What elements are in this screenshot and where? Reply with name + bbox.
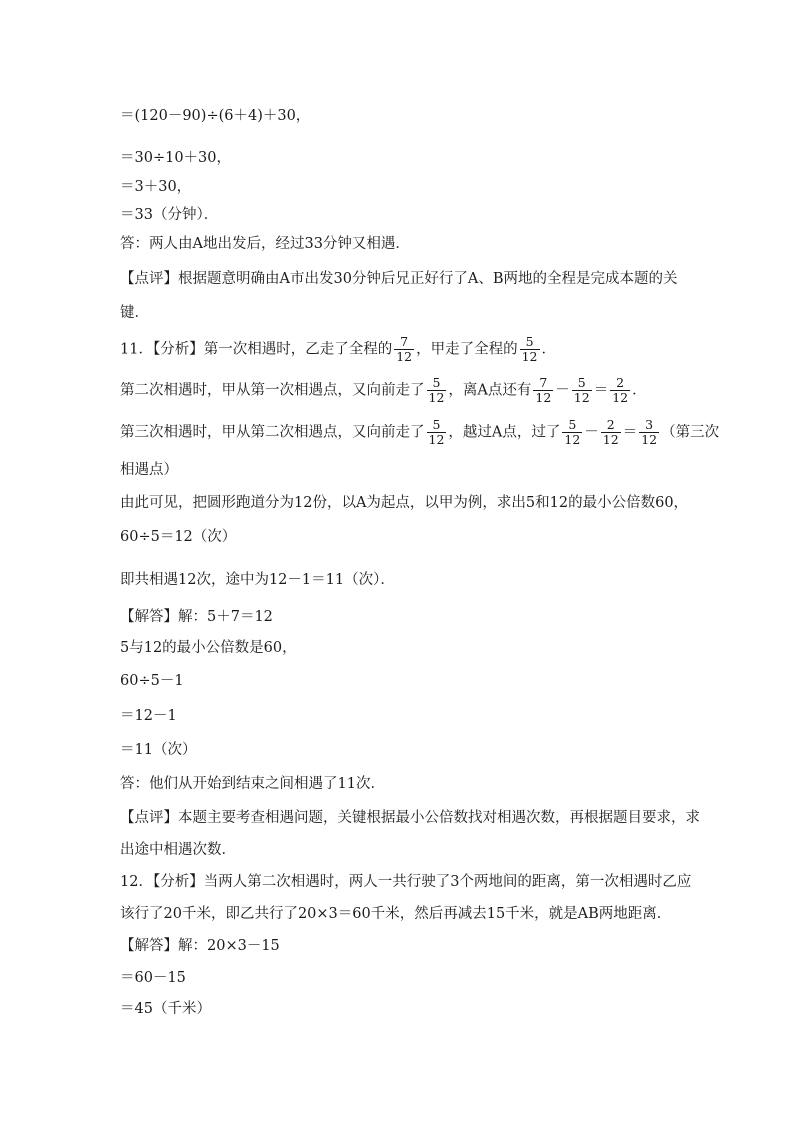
solution-11-line-3: 60÷5－1 [120, 673, 184, 689]
analysis-11-line-3: 第三次相遇时，甲从第二次相遇点，又向前走了 $\frac{5}{12}$ ，越过A点，过了 $\frac{5}{12}$ － $\frac{2}{12}$ ＝ $\frac{3}{12}$ （第三次 [120, 417, 720, 447]
calc-line-2: ＝30÷10＋30， [120, 150, 232, 166]
calc-line-4: ＝33（分钟）． [120, 207, 219, 223]
solution-12-line-2: ＝60－15 [120, 970, 186, 986]
comment-11-line-2: 出途中相遇次数． [120, 842, 236, 858]
solution-11-line-1: 【解答】解：5＋7＝12 [120, 609, 273, 625]
solution-12-line-3: ＝45（千米） [120, 1001, 211, 1017]
analysis-11-text-a: 11．【分析】第一次相遇时，乙走了全程的 [120, 341, 393, 358]
comment-11-line-1: 【点评】本题主要考查相遇问题，关键根据最小公倍数找对相遇次数，再根据题目要求，求 [120, 810, 700, 826]
analysis-12-line-2: 该行了20千米，即乙共行了20×3＝60千米，然后再减去15千米，就是AB两地距离． [120, 906, 672, 922]
analysis-11-line-6: 60÷5＝12（次） [120, 529, 237, 545]
analysis-11-line-1 [120, 335, 556, 364]
fraction: $\frac{3}{12}$ [641, 417, 658, 447]
fraction: $\frac{2}{12}$ [602, 417, 619, 447]
fraction-5-12: $\frac{5}{12}$ [428, 417, 445, 447]
solution-11-line-2: 5与12的最小公倍数是60， [120, 640, 297, 656]
comment-10-line-2: 键． [120, 305, 149, 321]
calc-line-1: ＝(120－90)÷(6＋4)＋30， [120, 108, 311, 124]
fraction-5-12: $\frac{5}{12}$ [521, 334, 538, 364]
fraction: $\frac{5}{12}$ [564, 417, 581, 447]
calc-line-3: ＝3＋30， [120, 179, 192, 195]
analysis-11-line-2: 第二次相遇时，甲从第一次相遇点，又向前走了 $\frac{5}{12}$ ，离A点还有 $\frac{7}{12}$ － $\frac{5}{12}$ ＝ $\frac{2}{12}$ ． [120, 375, 647, 405]
fraction-7-12: $\frac{7}{12}$ [396, 334, 413, 364]
solution-12-line-1: 【解答】解：20×3－15 [120, 938, 280, 954]
analysis-11-line-4: 相遇点） [120, 462, 178, 478]
analysis-11-text-c: ． [541, 341, 557, 358]
solution-11-line-4: ＝12－1 [120, 708, 177, 724]
analysis-12-line-1: 12．【分析】当两人第二次相遇时，两人一共行驶了3个两地间的距离，第一次相遇时乙应 [120, 874, 692, 890]
fraction: $\frac{5}{12}$ [573, 375, 590, 405]
solution-11-line-5: ＝11（次） [120, 742, 197, 758]
answer-11: 答：他们从开始到结束之间相遇了11次． [120, 776, 385, 792]
fraction: $\frac{7}{12}$ [535, 375, 552, 405]
analysis-11-line-7: 即共相遇12次，途中为12－1＝11（次）． [120, 572, 395, 588]
fraction: $\frac{2}{12}$ [612, 375, 629, 405]
comment-10-line-1: 【点评】根据题意明确由A市出发30分钟后兄正好行了A、B两地的全程是完成本题的关 [120, 271, 678, 287]
fraction-5-12: $\frac{5}{12}$ [428, 375, 445, 405]
answer-10: 答：两人由A地出发后，经过33分钟又相遇． [120, 236, 410, 252]
analysis-11-text-b: ，甲走了全程的 [416, 341, 518, 358]
analysis-11-line-5: 由此可见，把圆形跑道分为12份，以A为起点，以甲为例，求出5和12的最小公倍数60， [120, 495, 689, 511]
